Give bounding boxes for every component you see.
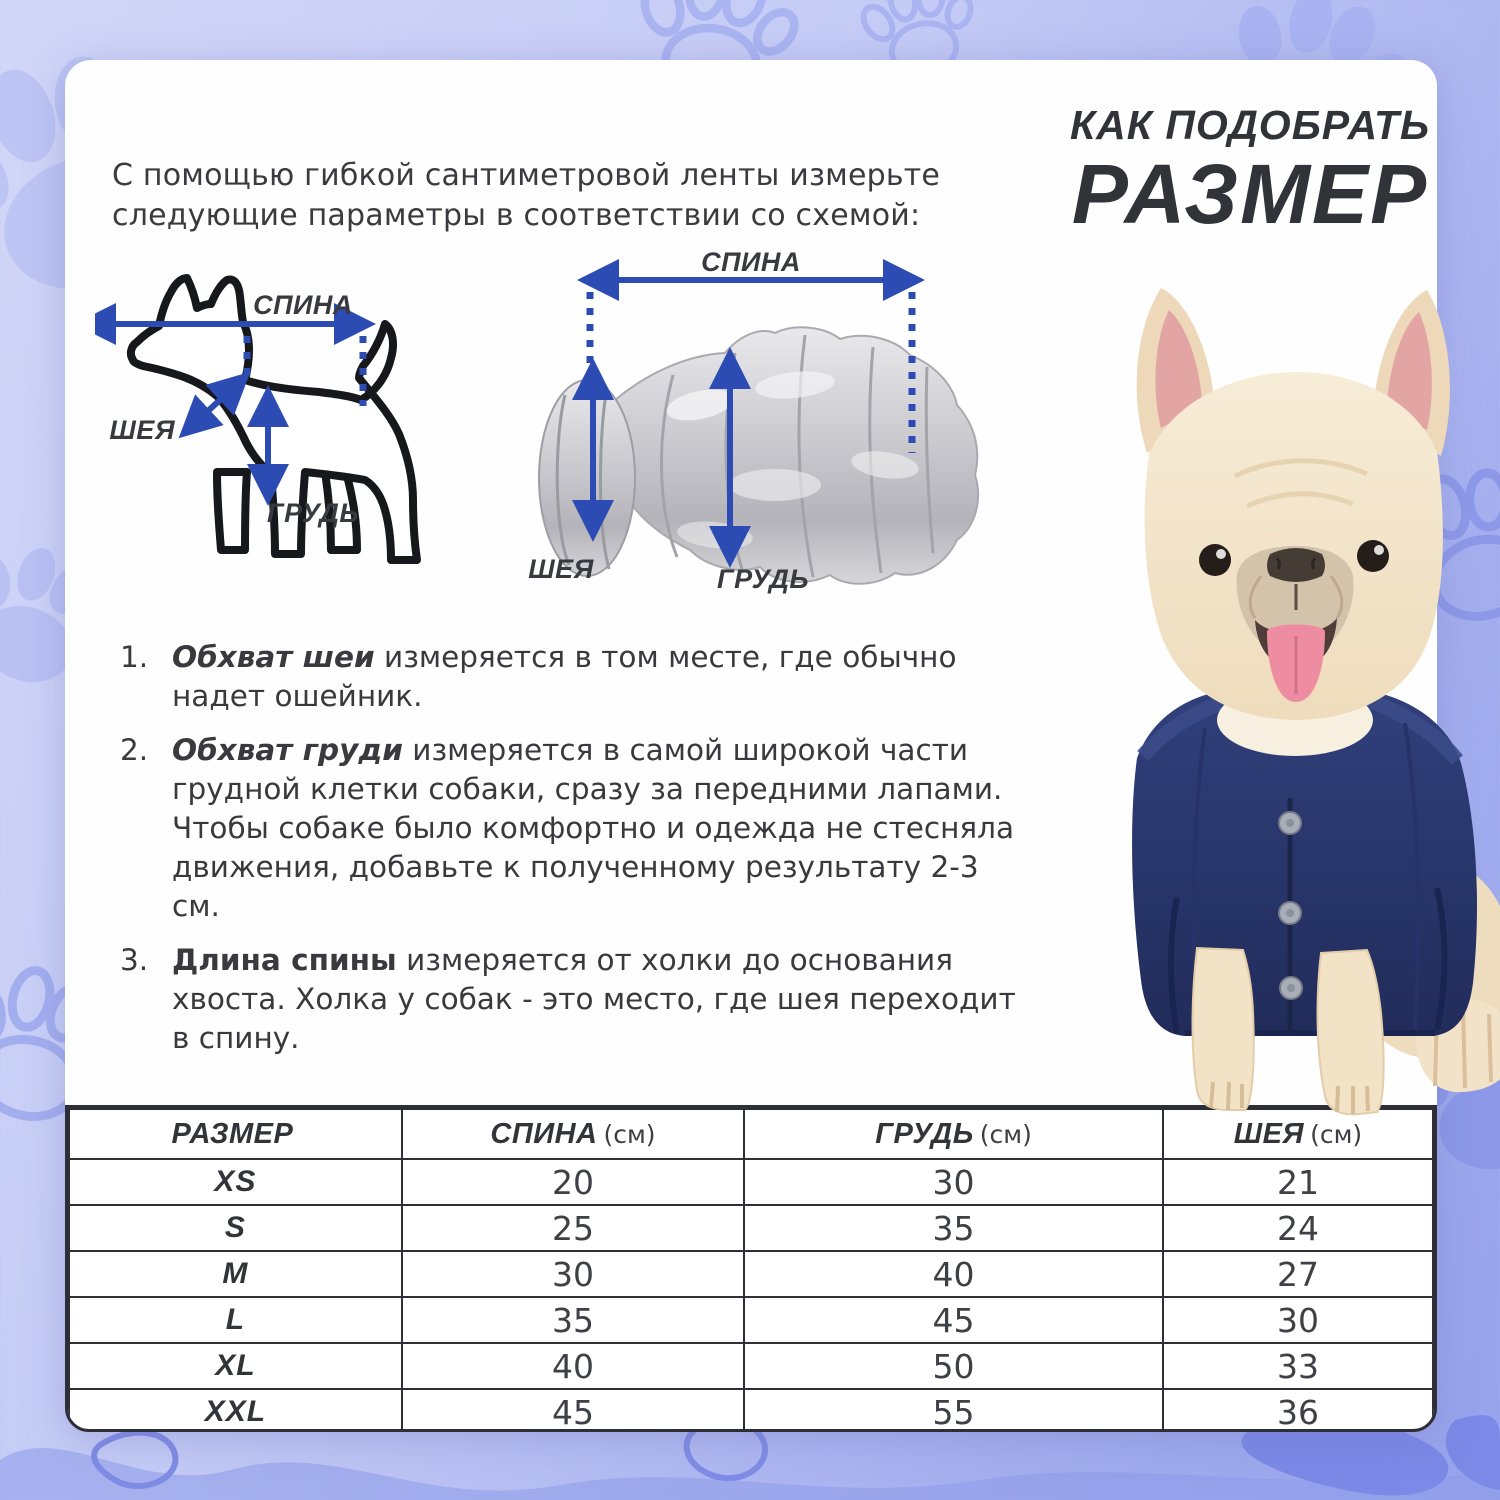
page-title-line1: КАК ПОДОБРАТЬ: [1069, 102, 1431, 148]
instructions-list: [120, 638, 1025, 1073]
cell-back: 30: [402, 1251, 744, 1297]
item-text: измеряется в самой широкой части грудной клетки собаки, сразу за передними лапами. Чтобы собаке было комфортно и одежда не стесняла движения, добавьте к полученному результату 2-3 см.: [172, 733, 1015, 923]
jacket-diagram-chest-label: ГРУДЬ: [717, 564, 809, 594]
cell-back: 25: [402, 1205, 744, 1251]
header-neck: ШЕЯ (см): [1163, 1109, 1433, 1159]
cell-back: 35: [402, 1297, 744, 1343]
jacket-measurement-diagram: [495, 235, 1005, 635]
table-row: [69, 1343, 1433, 1389]
cell-neck: 30: [1163, 1297, 1433, 1343]
cell-neck: 24: [1163, 1205, 1433, 1251]
cell-size: M: [69, 1251, 402, 1297]
item-term: Обхват груди: [172, 733, 403, 767]
item-number: 3.: [120, 943, 149, 977]
cell-chest: 30: [744, 1159, 1163, 1205]
table-row: [69, 1251, 1433, 1297]
cell-back: 40: [402, 1343, 744, 1389]
cell-size: L: [69, 1297, 402, 1343]
dog-diagram-neck-label: ШЕЯ: [109, 415, 175, 445]
cell-neck: 33: [1163, 1343, 1433, 1389]
cell-chest: 35: [744, 1205, 1163, 1251]
silver-jacket-photo: [539, 327, 978, 583]
cell-neck: 27: [1163, 1251, 1433, 1297]
cell-chest: 50: [744, 1343, 1163, 1389]
item-text: измеряется в том месте, где обычно надет ошейник.: [172, 640, 957, 713]
header-back: СПИНА (см): [402, 1109, 744, 1159]
table-row: [69, 1297, 1433, 1343]
cell-size: XXL: [69, 1389, 402, 1432]
jacket-diagram-back-label: СПИНА: [701, 247, 801, 277]
dog-measurement-diagram: [95, 258, 525, 618]
item-number: 2.: [120, 733, 149, 767]
dog-diagram-back-label: СПИНА: [253, 290, 353, 320]
header-chest: ГРУДЬ (см): [744, 1109, 1163, 1159]
header-size: РАЗМЕР: [69, 1109, 402, 1159]
cell-size: XL: [69, 1343, 402, 1389]
list-item: [120, 941, 1025, 1058]
item-number: 1.: [120, 640, 149, 674]
item-term: Обхват шеи: [172, 640, 375, 674]
cell-chest: 40: [744, 1251, 1163, 1297]
list-item: [120, 638, 1025, 716]
item-text: измеряется от холки до основания хвоста. Холка у собак - это место, где шея переходит в спину.: [172, 943, 1016, 1055]
cell-chest: 55: [744, 1389, 1163, 1432]
size-table: [65, 1105, 1437, 1432]
cell-size: S: [69, 1205, 402, 1251]
cell-back: 45: [402, 1389, 744, 1432]
dog-diagram-chest-label: ГРУДЬ: [267, 498, 359, 528]
cell-back: 20: [402, 1159, 744, 1205]
page-title: [1040, 102, 1460, 241]
table-row: [69, 1389, 1433, 1432]
cell-chest: 45: [744, 1297, 1163, 1343]
french-bulldog-photo: [1085, 258, 1500, 1118]
table-row: [69, 1159, 1433, 1205]
jacket-diagram-neck-label: ШЕЯ: [528, 554, 594, 584]
cell-neck: 36: [1163, 1389, 1433, 1432]
cell-size: XS: [69, 1159, 402, 1205]
page-title-line2: РАЗМЕР: [1071, 147, 1429, 241]
cell-neck: 21: [1163, 1159, 1433, 1205]
list-item: [120, 731, 1025, 926]
item-term: Длина спины: [172, 943, 397, 977]
intro-text: С помощью гибкой сантиметровой ленты измерьте следующие параметры в соответствии со схемой:: [112, 158, 941, 233]
table-row: [69, 1205, 1433, 1251]
